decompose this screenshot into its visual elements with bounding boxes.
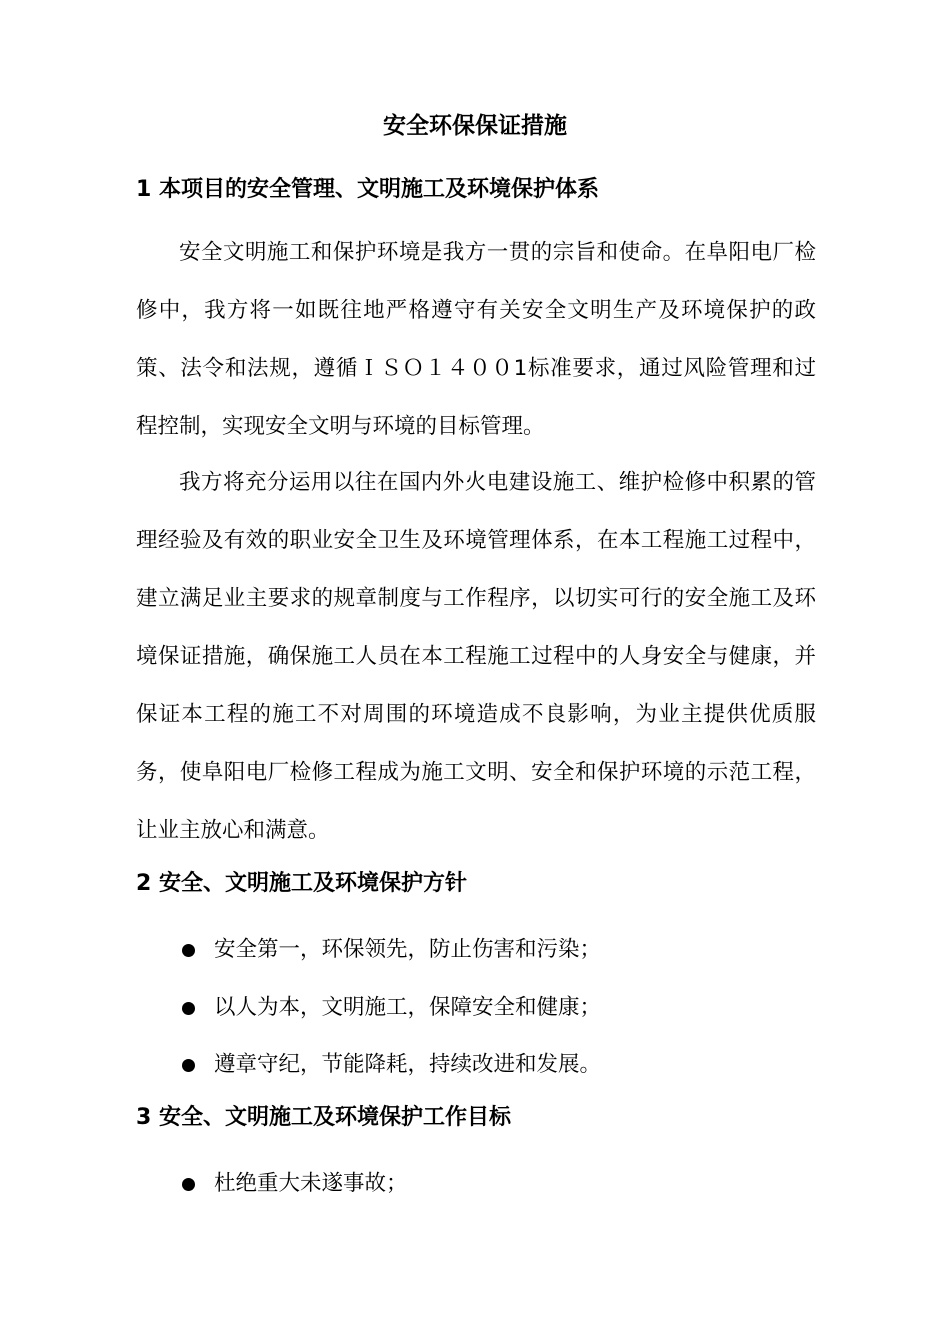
document-title: 安全环保保证措施 <box>383 113 567 139</box>
section-heading-3: 3 安全、文明施工及环境保护工作目标 <box>136 1105 511 1130</box>
list-item <box>180 1164 820 1204</box>
section-1-paragraph-2: 我方将充分运用以往在国内外火电建设施工、维护检修中积累的管理经验及有效的职业安全卫生及环境管理体系，在本工程施工过程中，建立满足业主要求的规章制度与工作程序，以切实可行的安全施工及环境保证措施，确保施工人员在本工程施工过程中的人身安全与健康，并保证本工程的施工不对周围的环境造成不良影响，为业主提供优质服务，使阜阳电厂检修工程成为施工文明、安全和保护环境的示范工程，让业主放心和满意。 <box>136 470 816 843</box>
bullet-dot-icon <box>182 1059 195 1072</box>
bullet-dot-icon <box>182 1178 195 1191</box>
bullet-dot-icon <box>182 1002 195 1015</box>
section-heading-1: 1 本项目的安全管理、文明施工及环境保护体系 <box>136 177 599 202</box>
section-heading-2: 2 安全、文明施工及环境保护方针 <box>136 871 467 896</box>
list-item-text: 杜绝重大未遂事故； <box>214 1171 408 1196</box>
list-item <box>180 988 820 1028</box>
list-item-text: 安全第一，环保领先，防止伤害和污染； <box>214 937 602 962</box>
list-item-text: 以人为本，文明施工，保障安全和健康； <box>214 995 602 1020</box>
bullet-dot-icon <box>182 944 195 957</box>
section-1-paragraph-1: 安全文明施工和保护环境是我方一贯的宗旨和使命。在阜阳电厂检修中，我方将一如既往地严格遵守有关安全文明生产及环境保护的政策、法令和法规，遵循ＩＳＯ１４００1标准要求，通过风险管理和过程控制，实现安全文明与环境的目标管理。 <box>136 240 816 439</box>
list-item <box>180 930 820 970</box>
list-item <box>180 1045 820 1085</box>
list-item-text: 遵章守纪，节能降耗，持续改进和发展。 <box>214 1052 602 1077</box>
